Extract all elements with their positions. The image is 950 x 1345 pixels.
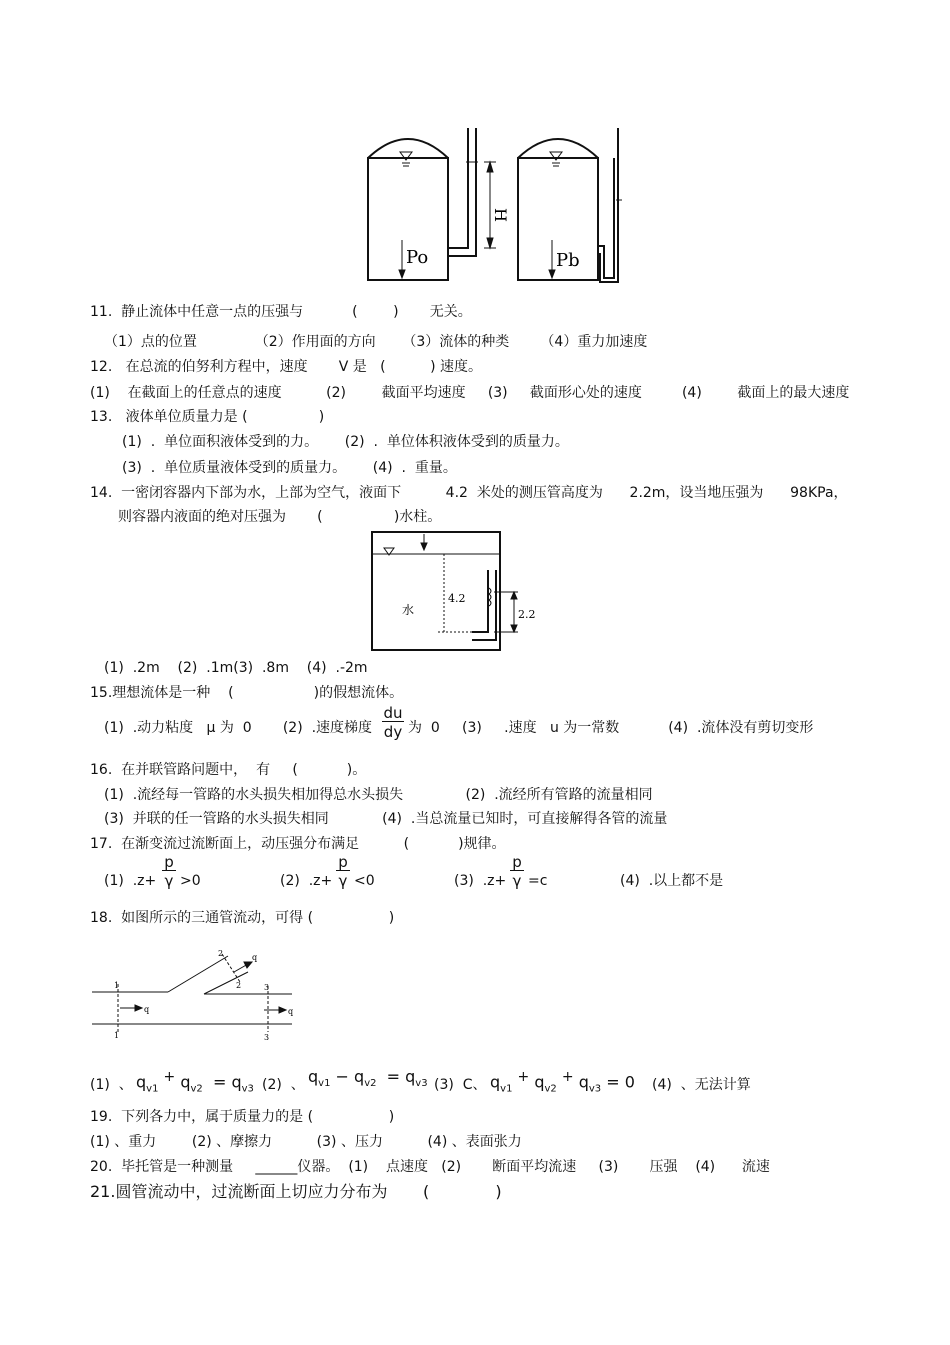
- q19-options: (1) 、重力 (2) 、摩擦力 (3) 、压力 (4) 、表面张力: [90, 1134, 522, 1150]
- q19-stem: 19. 下列各力中，属于质量力的是 ( ): [90, 1109, 395, 1125]
- q13-options-1: (1) . 单位面积液体受到的力。 (2) . 单位体积液体受到的质量力。: [122, 434, 569, 450]
- svg-text:q: q: [144, 1005, 150, 1014]
- q13-stem: 13. 液体单位质量力是 ( ): [90, 409, 325, 425]
- svg-text:1: 1: [114, 1031, 120, 1040]
- svg-text:3: 3: [264, 1033, 270, 1042]
- q17-stem: 17. 在渐变流过流断面上，动压强分布满足 ( )规律。: [90, 836, 506, 852]
- q16-options-2: (3) 并联的任一管路的水头损失相同 (4) .当总流量已知时，可直接解得各管的流量: [104, 811, 668, 827]
- pb-label: Pb: [556, 250, 580, 271]
- q14-stem-2: 则容器内液面的绝对压强为 ( )水柱。: [118, 509, 442, 525]
- svg-text:q: q: [252, 953, 258, 962]
- svg-text:1: 1: [114, 981, 120, 990]
- p-gamma-fraction-2: p γ: [336, 854, 350, 889]
- q18-stem: 18. 如图所示的三通管流动，可得 ( ): [90, 910, 395, 926]
- q17-opt1: (1) .z+: [104, 873, 157, 889]
- q17-opt1-rel: >0: [180, 873, 201, 889]
- q12-stem: 12. 在总流的伯努利方程中，速度 V 是 ( ) 速度。: [90, 359, 483, 375]
- p-gamma-fraction-3: p γ: [510, 854, 524, 889]
- du-dy-fraction: [382, 705, 404, 740]
- tee-pipe-figure: [92, 942, 312, 1046]
- q18-formula-1: $q_{v1}$ + $q_{v2} = q_{v3}$: [136, 1069, 254, 1095]
- q18-opt2-label: (2) 、: [262, 1077, 305, 1093]
- q12-options: (1) 在截面上的任意点的速度 (2) 截面平均速度 (3) 截面形心处的速度 (4) 截面上的最大速度: [90, 385, 850, 401]
- q14-stem-1: 14. 一密闭容器内下部为水，上部为空气，液面下 4.2 米处的测压管高度为 2.2m，设当地压强为 98KPa，: [90, 485, 848, 501]
- frac-den: dy: [383, 723, 403, 741]
- q11-options: （1）点的位置 （2）作用面的方向 （3）流体的种类 （4）重力加速度: [104, 334, 648, 350]
- two-tank-piezometer-figure: [360, 128, 640, 288]
- height-label: 2.2: [518, 608, 536, 621]
- q15-stem: 15.理想流体是一种 ( )的假想流体。: [90, 685, 404, 701]
- q18-opt3-label: (3) C、: [434, 1077, 487, 1093]
- p-gamma-fraction-1: p γ: [162, 854, 176, 889]
- q18-formula-2: $q_{v1} - q_{v2} = q_{v3}$: [308, 1067, 428, 1090]
- svg-text:2: 2: [218, 949, 224, 958]
- svg-text:q: q: [288, 1007, 294, 1016]
- q11-stem: 11. 静止流体中任意一点的压强与 ( ) 无关。: [90, 304, 472, 320]
- q14-options: (1) .2m (2) .1m(3) .8m (4) .-2m: [104, 660, 368, 676]
- q21-stem: 21.圆管流动中，过流断面上切应力分布为 ( ): [90, 1182, 502, 1201]
- h-label: H: [491, 208, 510, 222]
- q15-options-1: (1) .动力粘度 μ 为 0 (2) .速度梯度: [104, 720, 373, 736]
- q20-stem: 20. 毕托管是一种测量 ______仪器。 (1) 点速度 (2) 断面平均流速 (3) 压强 (4) 流速: [90, 1159, 770, 1175]
- closed-tank-figure: [368, 530, 540, 654]
- q17-opt2: (2) .z+: [280, 873, 333, 889]
- frac-num: du: [383, 704, 403, 722]
- q18-opt1-label: (1) 、: [90, 1077, 133, 1093]
- q17-opt2-rel: <0: [354, 873, 375, 889]
- q13-options-2: (3) . 单位质量液体受到的质量力。 (4) . 重量。: [122, 460, 457, 476]
- po-label: Po: [406, 247, 429, 268]
- water-label: 水: [402, 603, 415, 617]
- q17-opt3-rel: =c: [528, 873, 548, 889]
- depth-label: 4.2: [448, 592, 466, 605]
- svg-text:2: 2: [236, 981, 242, 990]
- q15-options-2: 为 0 (3) .速度 u 为一常数 (4) .流体没有剪切变形: [408, 720, 814, 736]
- q17-opt3: (3) .z+: [454, 873, 507, 889]
- svg-text:3: 3: [264, 983, 270, 992]
- q16-stem: 16. 在并联管路问题中， 有 ( )。: [90, 762, 367, 778]
- q16-options-1: (1) .流经每一管路的水头损失相加得总水头损失 (2) .流经所有管路的流量相同: [104, 787, 653, 803]
- q18-opt4-label: (4) 、无法计算: [652, 1077, 751, 1093]
- q18-formula-3: $q_{v1}$ + $q_{v2}$ + $q_{v3} = 0$: [490, 1069, 635, 1095]
- q17-opt4: (4) .以上都不是: [620, 873, 724, 889]
